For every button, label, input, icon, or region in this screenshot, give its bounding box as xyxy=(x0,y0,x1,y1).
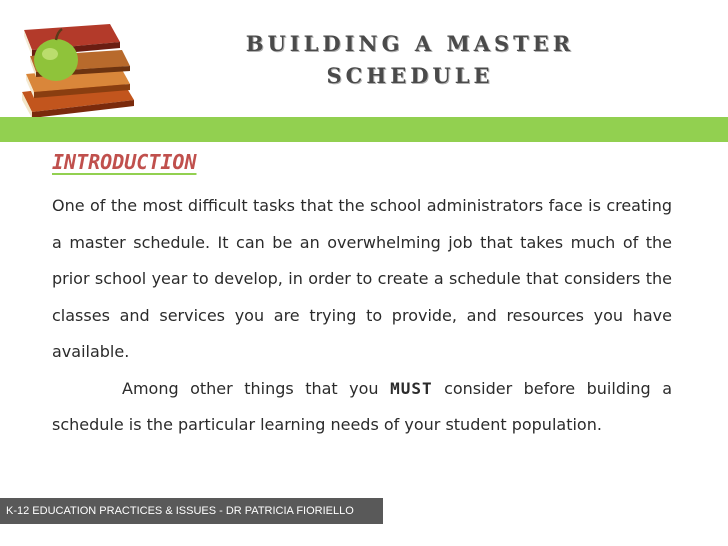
title-line-2: SCHEDULE xyxy=(326,63,494,88)
paragraph-2-start: Among other things that you xyxy=(122,378,391,398)
books-and-apple-icon xyxy=(10,8,145,118)
paragraph-2 xyxy=(52,371,672,444)
paragraph-1: One of the most difficult tasks that the school administrators face is creating a master schedule. It can be an overwhelming job that takes much of the prior school year to develop, in order to create a schedule that considers the classes and services you are trying to provide, and resources you have available. xyxy=(52,196,672,361)
emphasis-must: MUST xyxy=(390,378,433,398)
footer-bar: K-12 EDUCATION PRACTICES & ISSUES - DR PATRICIA FIORIELLO xyxy=(0,498,383,524)
section-heading: INTRODUCTION xyxy=(52,150,197,174)
paragraph-2-end: consider before building a schedule is the particular learning needs of your student population. xyxy=(52,378,673,434)
slide-title xyxy=(160,28,660,92)
body-text xyxy=(52,188,672,444)
accent-band xyxy=(0,117,728,142)
title-line-1: BUILDING A MASTER xyxy=(245,31,575,56)
